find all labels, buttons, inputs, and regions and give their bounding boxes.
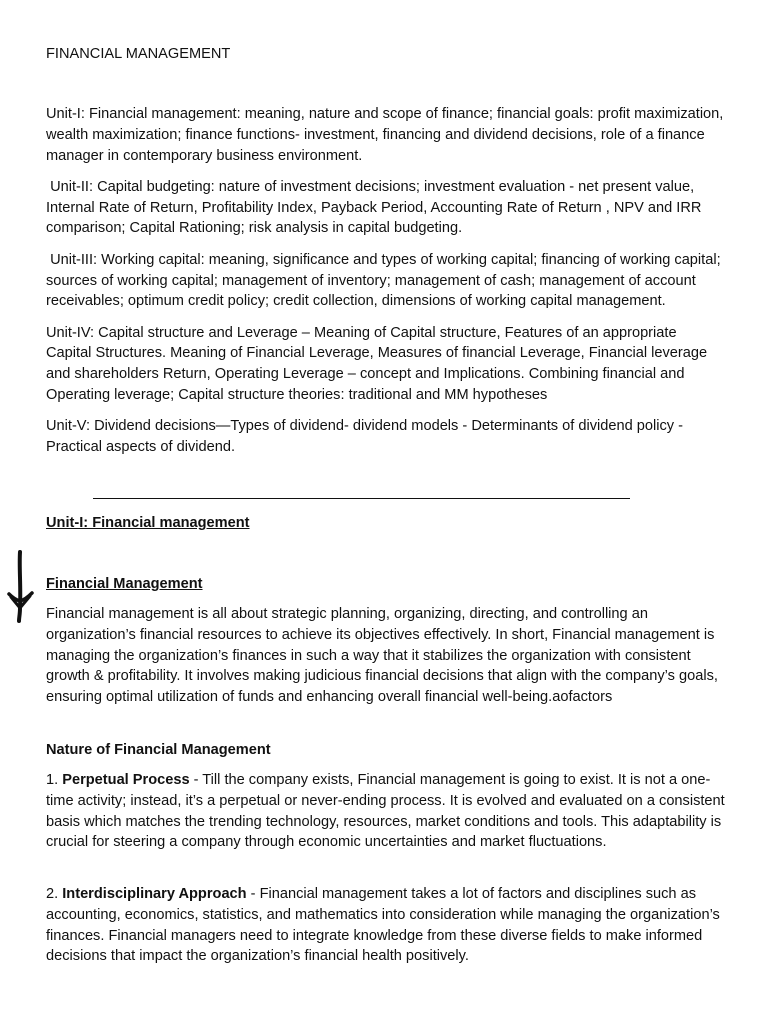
point-text: - Financial management takes a lot of factors and disciplines such as accounting, economics, statistics, and mathematics into consideration while managing the organization’s finances. Financial managers need to integrate knowledge from these diverse fields to make informed decisions that impact the organization’s financial health positively. — [46, 886, 720, 965]
intro-paragraph: Financial management is all about strategic planning, organizing, directing, and controlling an organization’s financial resources to achieve its objectives effectively. In short, Financial management is managing the organization’s finances in such a way that it stabilizes the organization with consistent growth & profitability. It involves making judicious financial decisions that align with the company’s goals, ensuring optimal utilization of funds and enhancing overall financial well-being.aofactors — [46, 606, 718, 706]
syllabus-unit-1: Unit-I: Financial management: meaning, nature and scope of finance; financial goals: profit maximization, wealth maximization; finance functions- investment, financing and dividend decisions, role of a finance manager in contemporary business environment. — [46, 106, 724, 164]
hand-drawn-arrow-icon — [4, 550, 36, 624]
point-term: Perpetual Process — [62, 772, 190, 788]
list-item-perpetual-process — [46, 770, 726, 853]
list-item-interdisciplinary-approach — [46, 884, 726, 967]
document-title: FINANCIAL MANAGEMENT — [46, 46, 231, 62]
section-heading: Financial Management — [46, 576, 203, 592]
syllabus-unit-5: Unit-V: Dividend decisions—Types of dividend- dividend models - Determinants of dividend policy - Practical aspects of dividend. — [46, 418, 684, 456]
syllabus-unit-3: Unit-III: Working capital: meaning, significance and types of working capital; financing of working capital; sources of working capital; management of inventory; management of cash; management of account receivables; optimum credit policy; credit collection, dimensions of working capital management. — [46, 251, 725, 310]
horizontal-divider — [93, 498, 630, 499]
syllabus-unit-2: Unit-II: Capital budgeting: nature of investment decisions; investment evaluation - net present value, Internal Rate of Return, Profitability Index, Payback Period, Accounting Rate of Return , NPV and IRR comparison; Capital Rationing; risk analysis in capital budgeting. — [46, 178, 706, 237]
syllabus-list — [46, 104, 726, 468]
point-term: Interdisciplinary Approach — [62, 886, 247, 902]
list-number: 2. — [46, 886, 59, 902]
syllabus-unit-4: Unit-IV: Capital structure and Leverage – Meaning of Capital structure, Features of an appropriate Capital Structures. Meaning of Financial Leverage, Measures of financial Leverage, Financial leverage and shareholders Return, Operating Leverage – concept and Implications. Combining financial and Operating leverage; Capital structure theories: traditional and MM hypotheses — [46, 324, 708, 404]
unit-heading: Unit-I: Financial management — [46, 515, 250, 531]
nature-heading: Nature of Financial Management — [46, 742, 271, 758]
list-number: 1. — [46, 772, 59, 788]
point-text: - Till the company exists, Financial management is going to exist. It is not a one-time activity; instead, it’s a perpetual or never-ending process. It is evolved and evaluated on a consistent basis which matches the trending technology, resources, market conditions and tools. This adaptability is crucial for steering a company through economic uncertainties and market fluctuations. — [46, 772, 725, 851]
